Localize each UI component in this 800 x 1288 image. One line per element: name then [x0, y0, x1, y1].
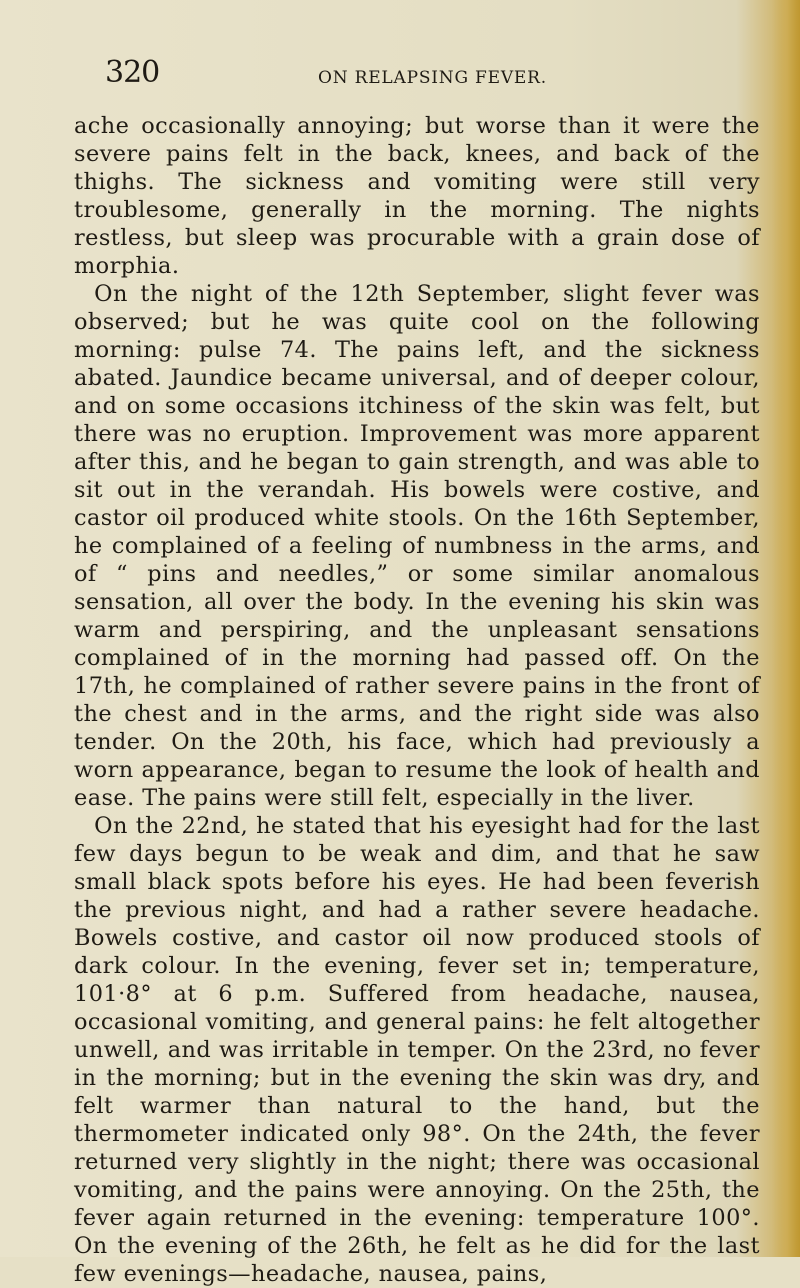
page-number: 320 — [105, 55, 160, 90]
page-edge-shadow — [772, 0, 800, 1257]
paragraph: On the night of the 12th September, slight fever was observed; but he was quite cool on the following morning: pulse 74. The pains left, and the sickness abated. Jaundice became universal, and of deeper colour, and on some occasions itchiness of the skin was felt, but there was no eruption. Improvement was more apparent after this, and he began to gain strength, and was able to sit out in the verandah. His bowels were costive, and castor oil produced white stools. On the 16th September, he complained of a feeling of numbness in the arms, and of “ pins and needles,” or some similar anomalous sensation, all over the body. In the evening his skin was warm and perspiring, and the unpleasant sensations complained of in the morning had passed off. On the 17th, he complained of rather severe pains in the front of the chest and in the arms, and the right side was also tender. On the 20th, his face, which had previously a worn appearance, began to resume the look of health and ease. The pains were still felt, especially in the liver. — [74, 281, 760, 811]
paragraph: On the 22nd, he stated that his eyesight had for the last few days begun to be weak and dim, and that he saw small black spots before his eyes. He had been feverish the previous night, and had a rather severe headache. Bowels costive, and castor oil now produced stools of dark colour. In the evening, fever set in; temperature, 101·8° at 6 p.m. Suffered from headache, nausea, occasional vomiting, and general pains: he felt altogether unwell, and was irritable in temper. On the 23rd, no fever in the morning; but in the evening the skin was dry, and felt warmer than natural to the hand, but the thermometer indicated only 98°. On the 24th, the fever returned very slightly in the night; there was occasional vomiting, and the pains were annoying. On the 25th, the fever again returned in the evening: temperature 100°. On the evening of the 26th, he felt as he did for the last few evenings—headache, nausea, pains, — [74, 813, 760, 1287]
paragraph-continuation: ache occasionally annoying; but worse than it were the severe pains felt in the back, knees, and back of the thighs. The sickness and vomiting were still very troublesome, generally in the morning. The nights restless, but sleep was procurable with a grain dose of morphia. — [74, 113, 760, 279]
page-header — [105, 55, 765, 95]
body-text — [74, 112, 760, 1288]
running-head: ON RELAPSING FEVER. — [318, 68, 547, 88]
